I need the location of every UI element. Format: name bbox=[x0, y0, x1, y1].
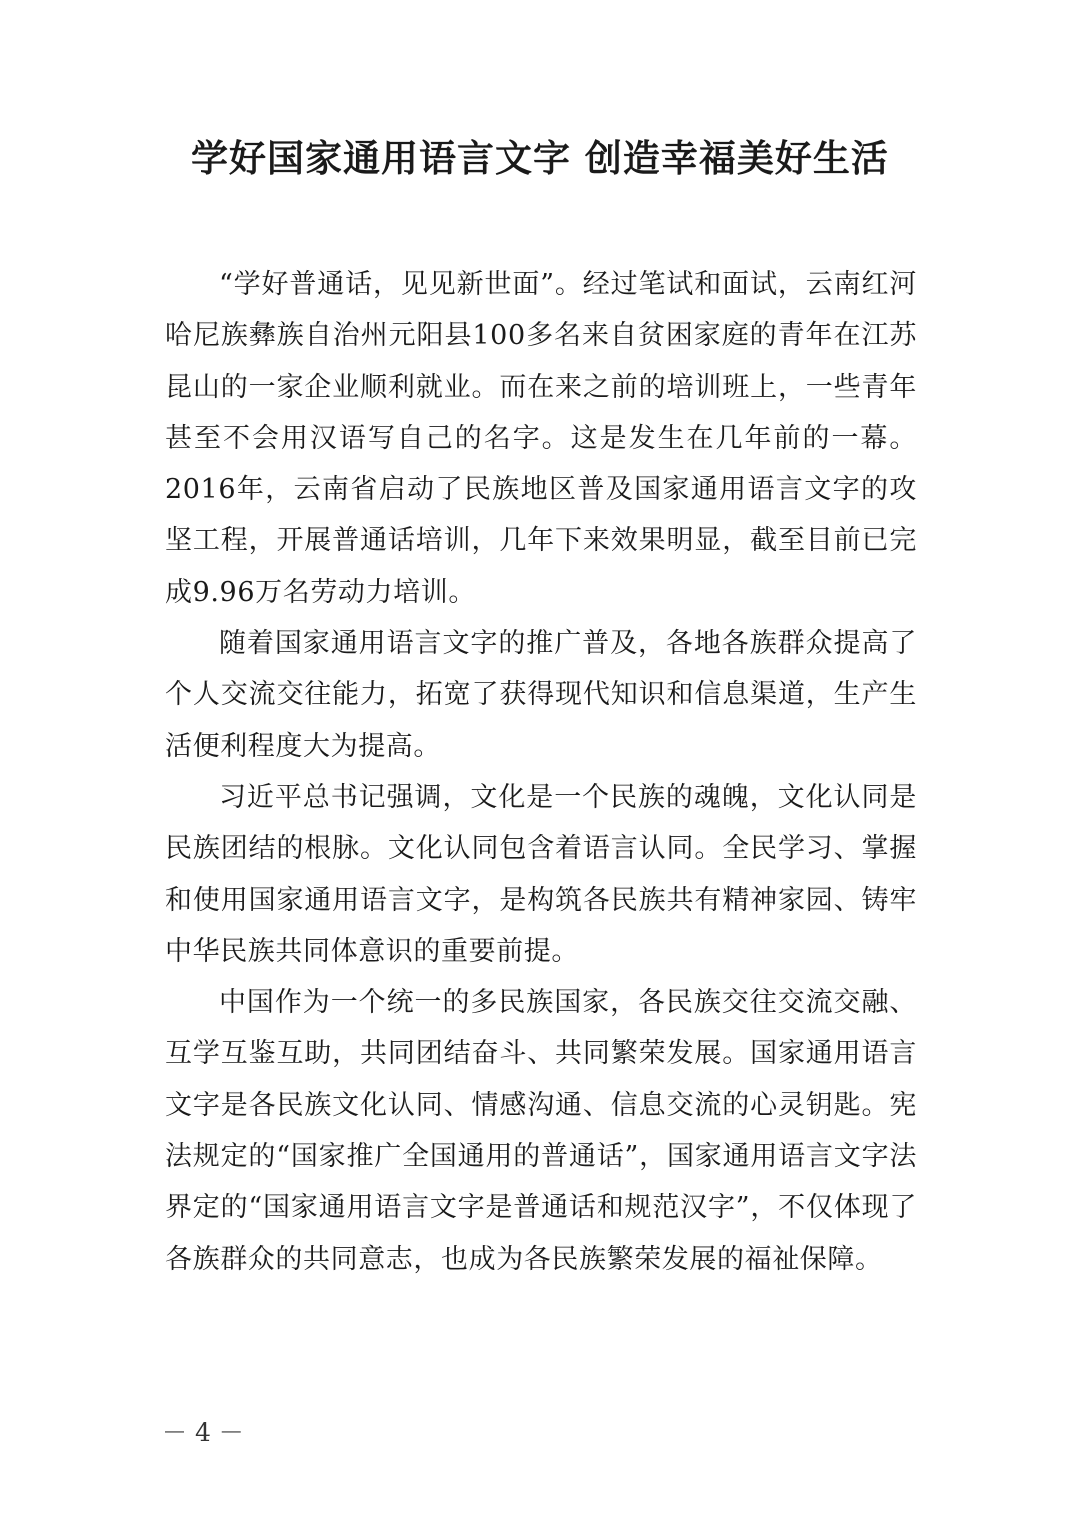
page-number: － 4 － bbox=[162, 1418, 244, 1447]
paragraph-4: 中国作为一个统一的多民族国家，各民族交往交流交融、互学互鉴互助，共同团结奋斗、共同繁荣发展。国家通用语言文字是各民族文化认同、情感沟通、信息交流的心灵钥匙。宪法规定的“国家推广全国通用的普通话”，国家通用语言文字法界定的“国家通用语言文字是普通话和规范汉字”，不仅体现了各族群众的共同意志，也成为各民族繁荣发展的福祉保障。 bbox=[165, 987, 917, 1275]
paragraph-2: 随着国家通用语言文字的推广普及，各地各族群众提高了个人交流交往能力，拓宽了获得现代知识和信息渠道，生产生活便利程度大为提高。 bbox=[165, 628, 917, 762]
document-title: 学好国家通用语言文字 创造幸福美好生活 bbox=[191, 136, 889, 180]
paragraph-3: 习近平总书记强调，文化是一个民族的魂魄，文化认同是民族团结的根脉。文化认同包含着语言认同。全民学习、掌握和使用国家通用语言文字，是构筑各民族共有精神家园、铸牢中华民族共同体意识的重要前提。 bbox=[165, 781, 917, 967]
document-body bbox=[165, 259, 917, 1285]
paragraph-1: “学好普通话，见见新世面”。经过笔试和面试，云南红河哈尼族彝族自治州元阳县100多名来自贫困家庭的青年在江苏昆山的一家企业顺利就业。而在来之前的培训班上，一些青年甚至不会用汉语写自己的名字。这是发生在几年前的一幕。2016年，云南省启动了民族地区普及国家通用语言文字的攻坚工程，开展普通话培训，几年下来效果明显，截至目前已完成9.96万名劳动力培训。 bbox=[165, 269, 917, 608]
